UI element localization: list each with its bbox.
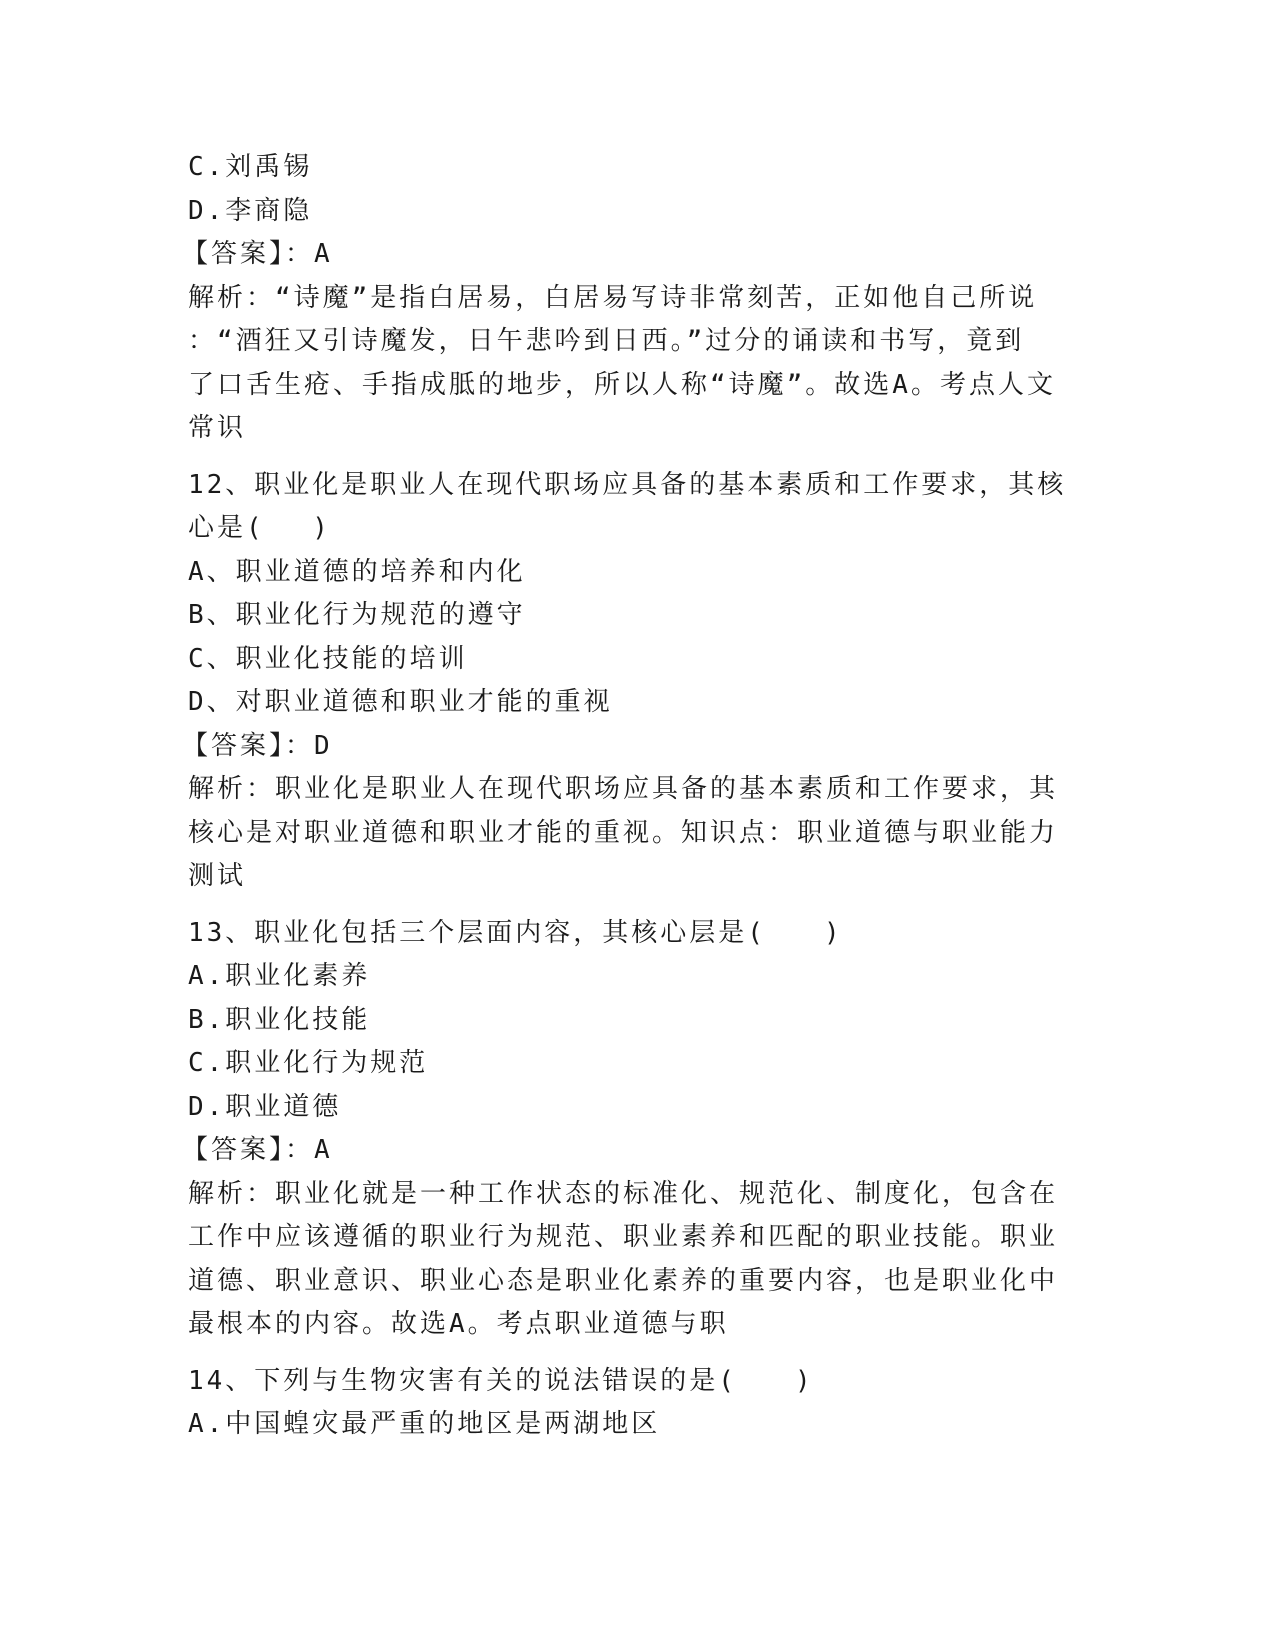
analysis-line: 了口舌生疮、手指成胝的地步，所以人称“诗魔”。故选A。考点人文 <box>188 369 1056 400</box>
question-text: 心是( ) <box>188 513 331 543</box>
analysis-line: 核心是对职业道德和职业才能的重视。知识点：职业道德与职业能力 <box>188 817 1059 848</box>
option-d: D.职业道德 <box>188 1091 342 1122</box>
analysis-line: 解析：职业化是职业人在现代职场应具备的基本素质和工作要求，其 <box>188 774 1059 804</box>
analysis-line: 测试 <box>188 861 247 891</box>
analysis-line: ：“酒狂又引诗魔发，日午悲吟到日西。”过分的诵读和书写，竟到 <box>188 326 1025 356</box>
analysis-line: 道德、职业意识、职业心态是职业化素养的重要内容，也是职业化中 <box>188 1265 1059 1296</box>
spacer <box>188 1347 1088 1360</box>
answer-label: 【答案】：D <box>182 730 333 761</box>
document-page <box>182 146 1088 1447</box>
analysis-line: 工作中应该遵循的职业行为规范、职业素养和匹配的职业技能。职业 <box>188 1222 1059 1252</box>
option-a: A.职业化素养 <box>188 961 371 991</box>
option-d: D、对职业道德和职业才能的重视 <box>188 687 613 717</box>
analysis-line: 常识 <box>188 413 247 443</box>
spacer <box>188 451 1088 464</box>
spacer <box>188 899 1088 912</box>
analysis-line: 解析：“诗魔”是指白居易，白居易写诗非常刻苦，正如他自己所说 <box>188 282 1038 313</box>
option-a: A.中国蝗灾最严重的地区是两湖地区 <box>188 1409 661 1439</box>
question-12 <box>182 464 1088 899</box>
option-c: C.刘禹锡 <box>188 152 313 182</box>
question-13 <box>182 912 1088 1347</box>
question-text: 12、职业化是职业人在现代职场应具备的基本素质和工作要求，其核 <box>188 469 1067 500</box>
question-11 <box>182 146 1088 451</box>
question-text: 14、下列与生物灾害有关的说法错误的是( ) <box>188 1365 814 1396</box>
option-d: D.李商隐 <box>188 195 313 226</box>
option-a: A、职业道德的培养和内化 <box>188 556 526 587</box>
analysis-line: 解析：职业化就是一种工作状态的标准化、规范化、制度化，包含在 <box>188 1178 1059 1209</box>
option-b: B.职业化技能 <box>188 1004 371 1035</box>
option-c: C、职业化技能的培训 <box>188 643 468 674</box>
analysis-line: 最根本的内容。故选A。考点职业道德与职 <box>188 1309 729 1339</box>
answer-label: 【答案】：A <box>182 1135 333 1165</box>
option-c: C.职业化行为规范 <box>188 1048 429 1078</box>
option-b: B、职业化行为规范的遵守 <box>188 600 526 630</box>
question-14 <box>188 1360 1088 1447</box>
question-text: 13、职业化包括三个层面内容，其核心层是( ) <box>188 917 843 948</box>
answer-label: 【答案】：A <box>182 239 333 269</box>
